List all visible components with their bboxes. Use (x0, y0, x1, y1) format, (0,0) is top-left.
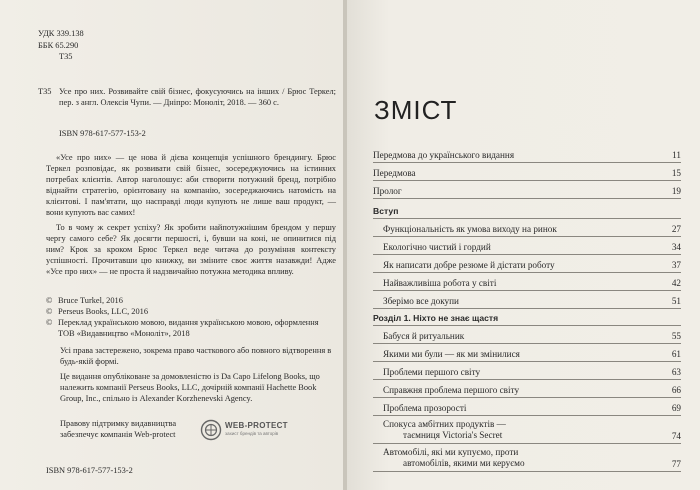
toc-entry[interactable]: Пролог 19 (373, 181, 681, 199)
toc-entry[interactable]: Екологічно чистий і гордий 34 (373, 237, 681, 255)
rights-block (60, 345, 336, 408)
toc-group-chapter-1 (373, 312, 681, 472)
toc-entry[interactable]: Бабуся й ритуальник 55 (373, 326, 681, 344)
toc-entry[interactable]: Спокуса амбітних продуктів — таємниця Victoria's Secret 74 (373, 416, 681, 444)
biblio-text: Усе про них. Розвивайте свій бізнес, фокусуючись на інших / Брюс Теркел; пер. з англ. Олексія Чупи. — Дніпро: Моноліт, 2018. — 360 с. (59, 87, 336, 107)
toc-entry[interactable]: Передмова 15 (373, 163, 681, 181)
logo-tagline: захист брендів та авторів (225, 431, 279, 436)
toc-entry[interactable]: Найважливіша робота у світі 42 (373, 273, 681, 291)
catalog-codes (38, 28, 336, 63)
bibliographic-record (38, 86, 336, 108)
web-protect-logo (200, 419, 290, 441)
toc-entry[interactable]: Автомобілі, які ми купуємо, проти автомобілів, якими ми керуємо 77 (373, 444, 681, 472)
annotation (46, 152, 336, 281)
annotation-paragraph: То в чому ж секрет успіху? Як зробити найпотужнішим брендом у першу чергу самого себе? Як досягти першості, і, бувши на коні, не опинитися під ним? Крок за кроком Брюс Теркел веде читача до розуміння контексту успішності. Прочитавши цю книжку, ви зміните своє життя назавжди! Адже «Усе про них» — не проста й надзвичайно потужна методика впливу. (46, 223, 336, 276)
toc-group-front-matter (373, 145, 681, 199)
toc-entry[interactable]: Як написати добре резюме й дістати роботу 37 (373, 255, 681, 273)
toc-entry[interactable]: Функціональність як умова виходу на ринок 27 (373, 219, 681, 237)
rights-paragraph: Усі права застережено, зокрема право часткового або повного відтворення в будь-якій формі. (60, 346, 332, 366)
copyright-line: © Perseus Books, LLC, 2016 (46, 307, 149, 316)
copyright-block (46, 295, 336, 339)
author-mark: Т35 (59, 52, 73, 61)
toc-section-title: Вступ (373, 205, 681, 219)
rights-paragraph: Це видання опубліковане за домовленістю із Da Capo Lifelong Books, що належить компанії Perseus Books, LLC, дочірній компанії Hachette Book Group, Inc., спільно із Alexander Korzhenevski Agency. (60, 372, 320, 403)
toc-section-title: Розділ 1. Ніхто не знає щастя (373, 312, 681, 326)
web-protect-logo-icon (200, 419, 222, 441)
toc-entry[interactable]: Якими ми були — як ми змінилися 61 (373, 344, 681, 362)
legal-support-text: Правову підтримку видавництва забезпечує компанія Web-protect (60, 419, 177, 439)
bbk-code: ББК 65.290 (38, 40, 79, 50)
logo-name: WEB-PROTECT (225, 421, 288, 430)
isbn-bottom: ISBN 978-617-577-153-2 (46, 466, 133, 475)
copyright-line: © Bruce Turkel, 2016 (46, 296, 123, 305)
left-page (0, 0, 345, 490)
toc-entry[interactable]: Справжня проблема першого світу 66 (373, 380, 681, 398)
toc-title: ЗМІСТ (374, 95, 458, 125)
toc-entry[interactable]: Проблеми першого світу 63 (373, 362, 681, 380)
toc-entry[interactable]: Проблема прозорості 69 (373, 398, 681, 416)
copyright-line: © Переклад українською мовою, видання українською мовою, оформлення ТОВ «Видавництво «Моноліт», 2018 (46, 318, 319, 338)
biblio-code: Т35 (38, 87, 52, 96)
toc-entry[interactable]: Передмова до українського видання 11 (373, 145, 681, 163)
isbn-top: ISBN 978-617-577-153-2 (59, 129, 146, 138)
toc-group-intro (373, 205, 681, 309)
toc-entry[interactable]: Зберімо все докупи 51 (373, 291, 681, 309)
udk-code: УДК 339.138 (38, 29, 84, 38)
annotation-paragraph: «Усе про них» — це нова й дієва концепція успішного брендингу. Брюс Теркел розповідає, як розвивати свій бізнес, зосереджуючись на істинних потребах клієнтів. Автор наголошує: аби створити потужний бренд, потрібно віднайти стратегію, орієнтовану на компанію, зосереджаючись натомість на клієнтові. І пам'ятати, що насправді люди купують не лише ваш продукт, — вони купують вас самих! (46, 153, 336, 217)
